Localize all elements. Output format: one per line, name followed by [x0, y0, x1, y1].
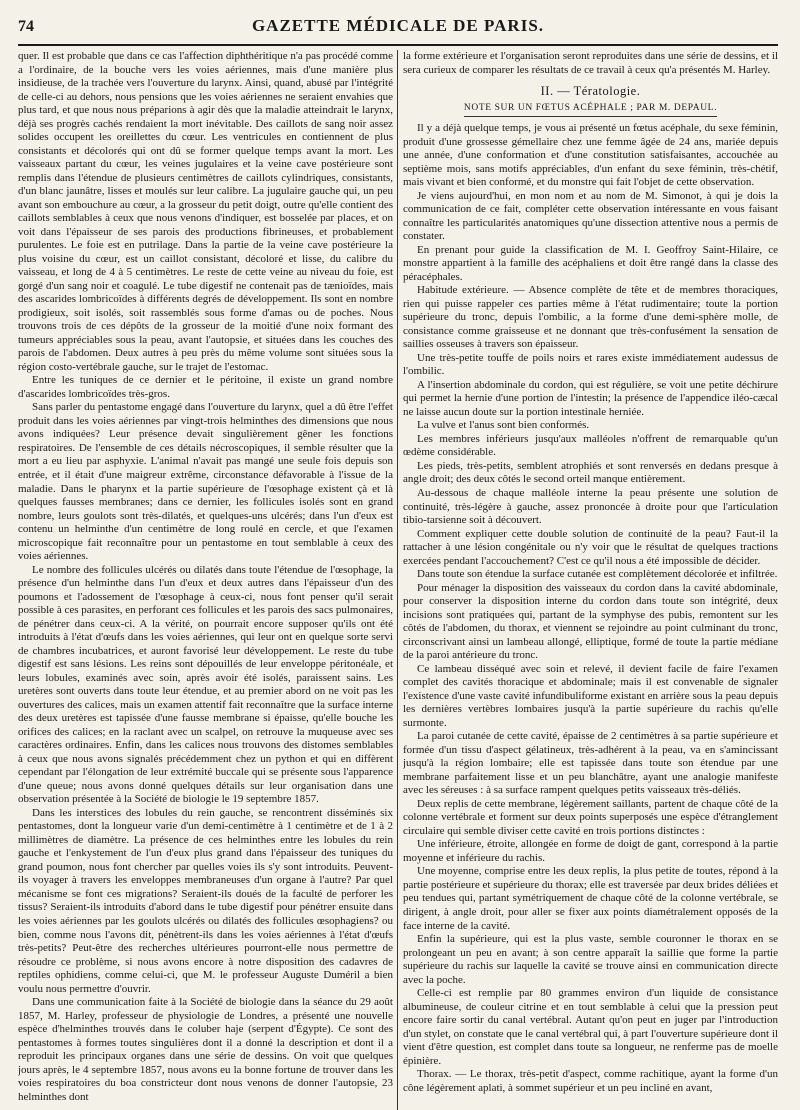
paragraph: Pour ménager la disposition des vaisseaux du cordon dans la cavité abdominale, pour conserver la disposition interne du cordon dans toute son intégrité, deux incisions sont pratiquées qui, partant de la symphyse des pubis, remontent sur les côtés de l'abdomen, du thorax, et viennent se rejoindre au point culminant du tronc, circonscrivant ainsi un lambeau allongé, elliptique, formé de toute la partie médiane de la paroi antérieure du tronc. — [403, 581, 778, 662]
paragraph: Les membres inférieurs jusqu'aux malléoles n'offrent de remarquable qu'un œdème considérable. — [403, 432, 778, 459]
paragraph: Dans les interstices des lobules du rein gauche, se rencontrent disséminés six pentastomes, dont la longueur varie d'un demi-centimètre à 1 centimètre et de 1 à 2 millimètres de diamètre. La présence de ces helminthes entre les lobules du rein gauche et l'enkystement de l'un d'eux plus grand dans l'épaisseur des tuniques du grand poumon, nous font chercher par quelles voies ils s'y sont introduits. Peuvent-ils voyager à travers les enveloppes membraneuses d'un organe à l'autre? Par quel mécanisme se font ces migrations? Seraient-ils doués de la faculté de perforer les tissus? Seraient-ils introduits d'abord dans le tube digestif pour pénétrer ensuite dans les voies aériennes par les goulots ulcérés ou dilatés des follicules œsophagiens? ou bien, comme nous l'avons dit, pénètrent-ils dans les voies aériennes à l'état d'œufs très-petits? Peut-être des recherches ultérieures pourront-elle nous permettre de résoudre ce problème, si nous avons encore à notre disposition des cadavres de reptiles ophidiens, comme celui-ci, que M. le professeur Auguste Duméril a bien voulu nous permettre d'ouvrir. — [18, 806, 393, 995]
paragraph: En prenant pour guide la classification de M. I. Geoffroy Saint-Hilaire, ce monstre appartient à la famille des acéphaliens et doit être rangé dans la classe des péracéphales. — [403, 243, 778, 283]
paragraph: Deux replis de cette membrane, légèrement saillants, partent de chaque côté de la colonne vertébrale et forment sur deux points superposés une espèce d'étranglement circulaire qui semble diviser cette cavité en trois portions distinctes : — [403, 797, 778, 837]
paragraph: A l'insertion abdominale du cordon, qui est régulière, se voit une petite déchirure qui permet la hernie d'une portion de l'intestin; la présence de l'appendice iléo-cæcal ne laisse aucun doute sur la portion intestinale herniée. — [403, 378, 778, 418]
paragraph: La vulve et l'anus sont bien conformés. — [417, 419, 590, 432]
section-heading: II. — Tératologie. — [540, 84, 641, 99]
paragraph: la forme extérieure et l'organisation seront reproduites dans une série de dessins, et il sera curieux de comparer les résultats de ce travail à ceux qu'a présentés M. Harley. — [403, 50, 778, 76]
paragraph: Celle-ci est remplie par 80 grammes environ d'un liquide de consistance albumineuse, de couleur citrine et en tout semblable à celui que la pression peut encore faire sortir du canal vertébral. Autant qu'on peut en juger par l'introduction d'un stylet, on constate que le canal vertébral qui, à part l'ouverture supérieure dont il vient d'être question, est complet dans toute sa longueur, ne renferme pas de moelle épinière. — [403, 987, 778, 1067]
paragraph: Je viens aujourd'hui, en mon nom et au nom de M. Simonot, à qui je dois la communication de ce fait, compléter cette observation intéressante en vous faisant connaître les particularités anatomiques qu'une dissection attentive nous a permis de constater. — [403, 189, 778, 243]
paragraph: Habitude extérieure. — Absence complète de tête et de membres thoraciques, rien qui puisse rappeler ces parties même à l'état rudimentaire; toute la portion supérieure du tronc, depuis l'ombilic, a la forme d'une demi-sphère molle, de consistance comme graisseuse et ne donnant que très-confusément la sensation de saillies osseuses à travers son épaisseur. — [403, 284, 778, 351]
paragraph: Thorax. — Le thorax, très-petit d'aspect, comme rachitique, ayant la forme d'un cône légèrement aplati, à sommet supérieur et un peu incliné en avant, — [403, 1068, 778, 1094]
page-header — [18, 14, 778, 46]
column-divider — [397, 50, 398, 1110]
paragraph: Il y a déjà quelque temps, je vous ai présenté un fœtus acéphale, du sexe féminin, produit d'une grossesse gémellaire chez une femme âgée de 24 ans, mariée depuis une année, d'une conformation et d'une constitution satisfaisantes, accouchée au septième mois, sans motifs appréciables, d'un enfant du sexe féminin, très-chétif, mais vivant et bien conformé, et du monstre qui fait l'objet de cette observation. — [403, 122, 778, 189]
right-column — [403, 50, 778, 1110]
paragraph: Une moyenne, comprise entre les deux replis, la plus petite de toutes, répond à la partie postérieure et supérieure du thorax; elle est traversée par deux brides déliées et peu tendues qui, partant symétriquement de chaque côté de la colonne vertébrale, se dirigent, à angle droit, pour aller se fixer aux points diamétralement opposés de la face interne de la cavité. — [403, 865, 778, 932]
paragraph: Dans une communication faite à la Société de biologie dans la séance du 29 août 1857, M. Harley, professeur de physiologie de Londres, a présenté une nouvelle espèce d'helminthes trouvés dans le coluber haje (serpent d'Égypte). Ce sont des pentastomes à formes toutes singulières dont il a donné la description et dont il a reproduit les principaux organes dans une série de dessins. On voit que quelques jours après, le 4 septembre 1857, nous avons eu la bonne fortune de trouver dans les voies respiratoires du boa constricteur dont nous venons de donner l'autopsie, 23 helminthes dont — [18, 996, 393, 1103]
page-number: 74 — [18, 18, 34, 35]
subheading-text: NOTE SUR UN FŒTUS ACÉPHALE ; PAR M. DEPAUL. — [464, 103, 717, 117]
paragraph: Comment expliquer cette double solution de continuité de la peau? Faut-il la rattacher à une lésion congénitale ou n'y voir que le résultat de quelques tractions exercées pendant l'accouchement? C'est ce qu'il nous a été impossible de décider. — [403, 527, 778, 567]
paragraph: Enfin la supérieure, qui est la plus vaste, semble couronner le thorax en se prolongeant un peu en avant; à son centre apparaît la saillie que forme la partie supérieure du rachis sur laquelle la cavité se trouve ainsi en communication directe avec la poche. — [403, 933, 778, 986]
article-subheading — [403, 103, 778, 117]
article-columns — [18, 50, 778, 1110]
paragraph: Une très-petite touffe de poils noirs et rares existe immédiatement audessus de l'ombilic. — [403, 351, 778, 378]
paragraph: Entre les tuniques de ce dernier et le péritoine, il existe un grand nombre d'ascarides lombricoïdes très-gros. — [18, 374, 393, 400]
paragraph: quer. Il est probable que dans ce cas l'affection diphthéritique n'a pas procédé comme a l'ordinaire, de la bouche vers les voies aériennes, mais d'une manière plus insidieuse, de la trachée vers l'ouverture du larynx. Ainsi, quand, abusé par l'intégrité de celle-ci au dehors, nous pensions que les voies aériennes ne seraient envahies que plus tard, et que nous nous préparions à agir dès que la maladie atteindrait le larynx, déjà ses progrès cachés rendaient la mort inévitable. Des caillots de sang noir assez solides occupent les oreillettes du cœur. Les ventricules en contiennent de plus consistants et décolorés qui ont dû se former quelque temps avant la mort. Les vaisseaux partant du cœur, les veines jugulaires et la veine cave postérieure sont remplis dans l'étendue de plusieurs centimètres de caillots cylindriques, consistants, d'un blanc jaunâtre, lisses et moulés sur leur calibre. La jugulaire gauche qui, un peu avant son embouchure au cœur, a la grosseur du petit doigt, outre qu'elle contient des caillots semblables à ceux que nous venons d'indiquer, est bosselée par places, et on voit dans l'épaisseur de ses parois des productions fibrineuses, et probablement purulentes. Le foie est en putrilage. Dans la partie de la veine cave postérieure la plus voisine du cœur, est un caillot consistant, décoloré et lisse, du calibre du vaisseau, et long de 4 à 5 centimètres. Le reste de cette veine au niveau du foie, est gorgé d'un sang noir et coagulé. Le tube digestif ne contenait pas de tænioïdes, mais des ascarides lombricoïdes à différents degrés de développement. Ils sont en nombre prodigieux, soit isolés, soit rassemblés sous forme d'amas ou de poches. Nous trouvons trois de ces dépôts de la grosseur de la moitié d'une noix formant des tumeurs appréciables sous la peau, avant l'autopsie, et situées dans les couches des parois de l'abdomen. Deux autres à peu près du même volume sont situées sous la région costo-vertébrale gauche, sur le trajet de l'estomac. — [18, 50, 393, 373]
paragraph: Les pieds, très-petits, semblent atrophiés et sont renversés en dedans presque à angle droit; des deux côtés le second orteil manque entièrement. — [403, 459, 778, 486]
paragraph: Sans parler du pentastome engagé dans l'ouverture du larynx, quel a dû être l'effet produit dans les voies aériennes par vingt-trois helminthes des dimensions que nous avons indiquées? Leur présence devait singulièrement gêner les fonctions respiratoires. De l'ensemble de ces détails nécroscopiques, il semble résulter que la mort a eu lieu par asphyxie. L'animal n'avait pas mangé une seule fois depuis son entrée, et il était d'une maigreur extrême, circonstance défavorable à l'issue de la maladie. Dans le pharynx et la partie supérieure de l'œsophage existent çà et là quelques fausses membranes; dans ce dernier, les follicules isolés sont en grand nombre, leurs goulots sont très-dilatés, et quelques-uns ulcérés; dans l'un d'eux est contenu un helminthe d'un centimètre de long roulé en cercle, et que l'examen microscopique fait reconnaître pour un pentastome en tout semblable à ceux des voies aériennes. — [18, 401, 393, 563]
paragraph: Dans toute son étendue la surface cutanée est complètement décolorée et infiltrée. — [417, 568, 778, 581]
paragraph: Le nombre des follicules ulcérés ou dilatés dans toute l'étendue de l'œsophage, la présence d'un helminthe dans l'un d'eux et deux autres dans l'épaisseur d'un des poumons et l'adossement de l'œsophage à ceux-ci, nous font penser qu'il serait possible à ces parasites, en perforant ces follicules et les parois des sacs pulmonaires, de pénétrer dans ceux-ci. A la vérité, on pourrait encore supposer qu'ils ont été introduits à l'état d'œufs dans les voies aériennes, qui leur ont en quelque sorte servi de chambres incubatrices, et auront favorisé leur développement. Le reste du tube digestif est sans lésions. Les reins sont dépouillés de leur enveloppe péritonéale, et leurs lobules, examinés avec soin, après avoir été isolés, paraissent sains. Les uretères sont ouverts dans toute leur étendue, et au premier abord on ne voit pas les ouvertures des calices, mais un examen attentif fait reconnaître que la surface interne des deux uretères est tapissée d'une fausse membrane si épaisse, qu'elle bouche les orifices des calices; en la raclant avec un scalpel, on retrouve la muqueuse avec ses caractères ordinaires. Enfin, dans les calices nous trouvons des distomes semblables à ceux que nous avons signalés précédemment chez un python et qui en diffèrent cependant par l'élongation de leur extrémité buccale qui se présente sous l'apparence d'une queue; nous avons donné quelques détails sur leur organisation dans une observation présentée à la Société de biologie le 19 septembre 1857. — [18, 563, 393, 806]
paragraph: Une inférieure, étroite, allongée en forme de doigt de gant, correspond à la partie moyenne et inférieure du rachis. — [403, 838, 778, 864]
paragraph: Ce lambeau disséqué avec soin et relevé, il devient facile de faire l'examen complet des cavités thoracique et abdominale; mais il est convenable de signaler l'existence d'une vaste cavité infundibuliforme existant en arrière sous la peau depuis les dernières vertèbres lombaires jusqu'à la partie supérieure du rachis qu'elle surmonte. — [403, 662, 778, 729]
running-title: GAZETTE MÉDICALE DE PARIS. — [251, 16, 545, 35]
paragraph: Au-dessous de chaque malléole interne la peau présente une solution de continuité, très-légère à gauche, assez prononcée à droite pour que l'articulation tibio-tarsienne soit à découvert. — [403, 487, 778, 527]
paragraph: La paroi cutanée de cette cavité, épaisse de 2 centimètres à sa partie supérieure et formée d'un tissu d'aspect gélatineux, très-adhérent à la peau, va en s'amincissant jusqu'à la région lombaire; elle est tapissée dans toute son étendue par une membrane parfaitement lisse et un peu blanchâtre, ayant une analogie manifeste avec les séreuses : à sa surface rampent quelques petits vaisseaux très-déliés. — [403, 730, 778, 797]
left-column — [18, 50, 393, 1110]
